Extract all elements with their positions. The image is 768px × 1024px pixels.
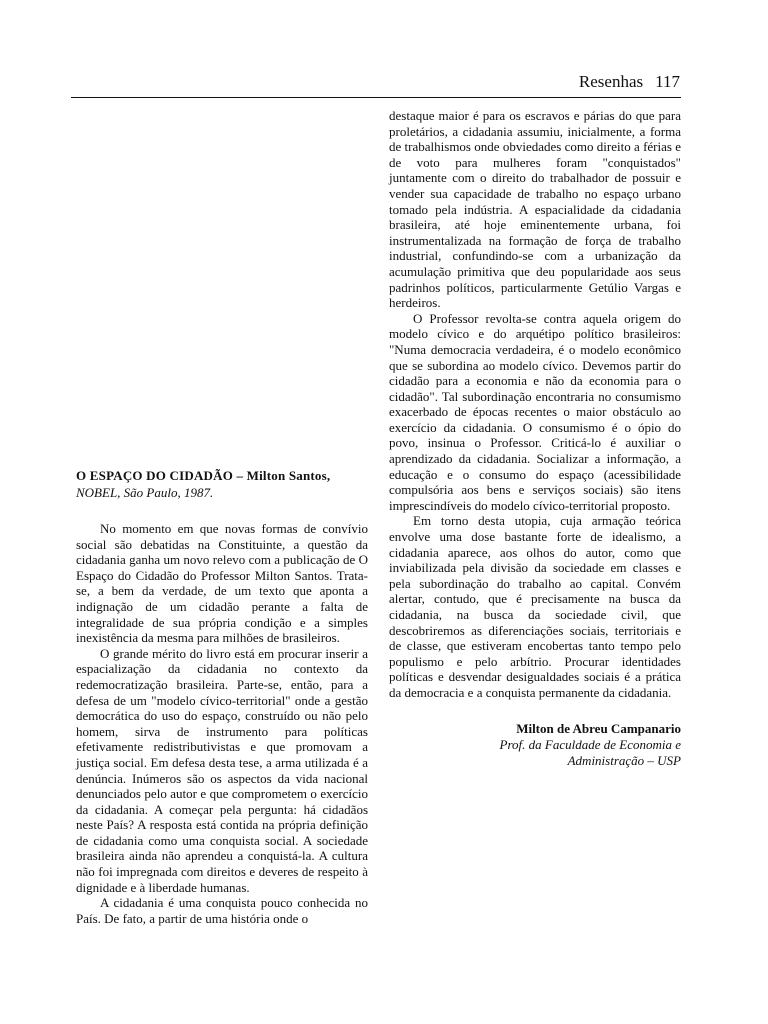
review-title: O ESPAÇO DO CIDADÃO – Milton Santos,	[76, 468, 331, 483]
reviewer-affiliation: Administração – USP	[567, 752, 681, 768]
section-title: Resenhas	[578, 72, 644, 91]
reviewer-signature	[389, 721, 681, 769]
running-head	[0, 72, 680, 92]
page-number: 117	[655, 72, 680, 91]
paragraph: No momento em que novas formas de convívio social são debatidas na Constituinte, a questão da cidadania ganha um novo relevo com a publicação de O Espaço do Cidadão do Professor Milton Santos. Trata-se, a bem da verdade, de um texto que aponta a indignação de um cidadão perante a falta de integralidade de sua própria condição e a simples inexistência da mesma para milhões de brasileiros.	[76, 521, 368, 646]
right-column	[389, 108, 681, 769]
header-rule	[71, 97, 681, 98]
reviewer-name: Milton de Abreu Campanario	[516, 720, 681, 736]
review-publication: NOBEL, São Paulo, 1987.	[76, 485, 214, 500]
review-heading	[76, 467, 368, 501]
paragraph: A cidadania é uma conquista pouco conhecida no País. De fato, a partir de uma história onde o	[76, 895, 368, 926]
paragraph: O grande mérito do livro está em procurar inserir a espacialização da cidadania no contexto da redemocratização brasileira. Parte-se, então, para a defesa de um "modelo cívico-territorial" onde a gestão democrática do uso do espaço, construído ou não pelo homem, sirva de instrumento para políticas efetivamente redistributivistas e que promovam a justiça social. Em defesa desta tese, a arma utilizada é a denúncia. Inúmeros são os aspectos da vida nacional denunciados pelo autor e que comprometem o exercício da cidadania. A começar pela pergunta: há cidadãos neste País? A resposta está contida na própria definição de cidadania como uma conquista social. A sociedade brasileira ainda não aprendeu a conquistá-la. A cultura não foi impregnada com direitos e deveres de respeito à dignidade e à liberdade humanas.	[76, 645, 368, 895]
paragraph: Em torno desta utopia, cuja armação teórica envolve uma dose bastante forte de idealismo, a cidadania aparece, aos olhos do autor, como que inviabilizada pela divisão da sociedade em classes e pela subordinação do trabalho ao capital. Convém alertar, contudo, que é precisamente na busca da cidadania, na busca da sociedade civil, que descobriremos as diferenciações sociais, territoriais e de classe, que estiveram encobertas tanto tempo pelo populismo e pelo arbítrio. Procurar identidades políticas e desvendar desigualdades sociais é a prática da democracia e a conquista permanente da cidadania.	[389, 513, 681, 700]
left-column	[76, 467, 368, 926]
paragraph: O Professor revolta-se contra aquela origem do modelo cívico e do arquétipo político brasileiros: "Numa democracia verdadeira, é o modelo econômico que se subordina ao modelo cívico. Devemos partir do cidadão para a economia e não da economia para o cidadão". Tal subordinação encontraria no consumismo exacerbado de épocas recentes o maior obstáculo ao exercício da cidadania. O consumismo é o ópio do povo, insinua o Professor. Criticá-lo é auxiliar o aprendizado da cidadania. Socializar a informação, a educação e o consumo do espaço (acessibilidade compulsória aos bens e serviços sociais) são itens imprescindíveis do modelo cívico-territorial proposto.	[389, 310, 681, 513]
paragraph-continued: destaque maior é para os escravos e párias do que para proletários, a cidadania assumiu, inicialmente, a forma de trabalhismos onde obviedades como direito a férias e de voto para mulheres foram "conquistados" juntamente com o direito do trabalhador de possuir e vender sua capacidade de trabalho no espaço urbano tomado pela indústria. A espacialidade da cidadania brasileira, até hoje eminentemente urbana, foi instrumentalizada na formação de força de trabalho industrial, confundindo-se com a urbanização da acumulação primitiva que deu popularidade aos seus padrinhos políticos, particularmente Getúlio Vargas e herdeiros.	[389, 108, 681, 311]
reviewer-affiliation: Prof. da Faculdade de Economia e	[499, 736, 681, 752]
